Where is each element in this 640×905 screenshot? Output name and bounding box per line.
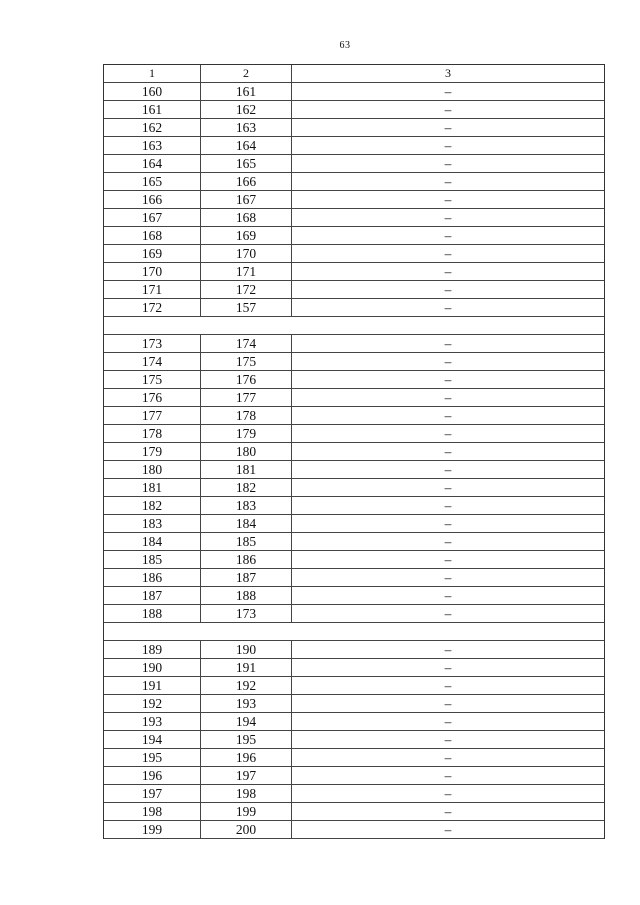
- cell-value: –: [444, 354, 452, 369]
- cell-value: –: [444, 786, 452, 801]
- cell-value: –: [444, 822, 452, 837]
- cell-number: 181: [104, 479, 201, 496]
- cell-number: 160: [104, 83, 201, 100]
- cell-value: –: [444, 462, 452, 477]
- cell-next-number: 183: [201, 497, 292, 514]
- cell-next-number: 186: [201, 551, 292, 568]
- cell-next-number: 181: [201, 461, 292, 478]
- cell-value: –: [444, 174, 452, 189]
- cell-next-number: 174: [201, 335, 292, 352]
- cell-next-number: 171: [201, 263, 292, 280]
- cell-next-number: 170: [201, 245, 292, 262]
- table-row: [104, 659, 604, 677]
- cell-value: –: [444, 372, 452, 387]
- cell-value: –: [444, 732, 452, 747]
- table-row: [104, 101, 604, 119]
- cell-next-number: 157: [201, 299, 292, 316]
- cell-number: 169: [104, 245, 201, 262]
- cell-next-number: 166: [201, 173, 292, 190]
- cell-value: –: [444, 282, 452, 297]
- cell-number: 171: [104, 281, 201, 298]
- cell-value: –: [444, 246, 452, 261]
- cell-number: 167: [104, 209, 201, 226]
- cell-value: –: [444, 138, 452, 153]
- cell-number: 161: [104, 101, 201, 118]
- cell-number: 197: [104, 785, 201, 802]
- cell-next-number: 182: [201, 479, 292, 496]
- cell-next-number: 193: [201, 695, 292, 712]
- column-header-1: 1: [104, 65, 201, 82]
- cell-number: 184: [104, 533, 201, 550]
- cell-next-number: 195: [201, 731, 292, 748]
- cell-next-number: 167: [201, 191, 292, 208]
- table-row: [104, 209, 604, 227]
- table-row: [104, 281, 604, 299]
- cell-next-number: 176: [201, 371, 292, 388]
- table-row: [104, 569, 604, 587]
- cell-number: 191: [104, 677, 201, 694]
- table-row: [104, 479, 604, 497]
- table-row: [104, 407, 604, 425]
- table-row: [104, 425, 604, 443]
- cell-number: 189: [104, 641, 201, 658]
- table-row: [104, 767, 604, 785]
- cell-next-number: 177: [201, 389, 292, 406]
- cell-value: –: [444, 498, 452, 513]
- cell-value: –: [444, 588, 452, 603]
- table-row: [104, 119, 604, 137]
- cell-number: 180: [104, 461, 201, 478]
- table-row: [104, 173, 604, 191]
- table-row: [104, 461, 604, 479]
- cell-next-number: 178: [201, 407, 292, 424]
- table-row: [104, 677, 604, 695]
- cell-next-number: 191: [201, 659, 292, 676]
- cell-value: –: [444, 228, 452, 243]
- cell-number: 175: [104, 371, 201, 388]
- cell-next-number: 164: [201, 137, 292, 154]
- cell-value: –: [444, 210, 452, 225]
- cell-value: –: [444, 552, 452, 567]
- table-header-row: [104, 65, 604, 83]
- table-row: [104, 299, 604, 317]
- cell-next-number: 175: [201, 353, 292, 370]
- table-row: [104, 335, 604, 353]
- cell-value: –: [444, 768, 452, 783]
- cell-number: 172: [104, 299, 201, 316]
- table-row: [104, 245, 604, 263]
- table-row: [104, 731, 604, 749]
- cell-next-number: 180: [201, 443, 292, 460]
- table-row: [104, 83, 604, 101]
- cell-value: –: [444, 192, 452, 207]
- table-row: [104, 353, 604, 371]
- cell-number: 179: [104, 443, 201, 460]
- cell-next-number: 190: [201, 641, 292, 658]
- cell-value: –: [444, 606, 452, 621]
- cell-number: 170: [104, 263, 201, 280]
- table-row: [104, 389, 604, 407]
- table-row: [104, 641, 604, 659]
- cell-next-number: 192: [201, 677, 292, 694]
- cell-next-number: 169: [201, 227, 292, 244]
- cell-value: –: [444, 156, 452, 171]
- table-row: [104, 263, 604, 281]
- cell-value: –: [444, 84, 452, 99]
- cell-number: 199: [104, 821, 201, 838]
- cell-number: 190: [104, 659, 201, 676]
- page-number: 63: [339, 40, 351, 51]
- table-row: [104, 497, 604, 515]
- cell-next-number: 162: [201, 101, 292, 118]
- table-row: [104, 533, 604, 551]
- cell-next-number: 185: [201, 533, 292, 550]
- table-row: [104, 191, 604, 209]
- cell-number: 198: [104, 803, 201, 820]
- cell-value: –: [444, 696, 452, 711]
- cell-number: 182: [104, 497, 201, 514]
- cell-next-number: 184: [201, 515, 292, 532]
- cell-number: 188: [104, 605, 201, 622]
- cell-value: –: [444, 120, 452, 135]
- table-row: [104, 749, 604, 767]
- cell-number: 196: [104, 767, 201, 784]
- column-header-3: 3: [445, 66, 451, 80]
- cell-next-number: 194: [201, 713, 292, 730]
- cell-next-number: 168: [201, 209, 292, 226]
- group-separator-row: [104, 623, 604, 641]
- group-separator-row: [104, 317, 604, 335]
- table-row: [104, 587, 604, 605]
- table-row: [104, 227, 604, 245]
- cell-number: 173: [104, 335, 201, 352]
- cell-number: 195: [104, 749, 201, 766]
- cell-next-number: 187: [201, 569, 292, 586]
- cell-number: 178: [104, 425, 201, 442]
- cell-number: 185: [104, 551, 201, 568]
- cell-value: –: [444, 264, 452, 279]
- cell-next-number: 165: [201, 155, 292, 172]
- cell-next-number: 199: [201, 803, 292, 820]
- cell-number: 163: [104, 137, 201, 154]
- table-row: [104, 155, 604, 173]
- cell-number: 187: [104, 587, 201, 604]
- cell-next-number: 173: [201, 605, 292, 622]
- cell-value: –: [444, 444, 452, 459]
- cell-value: –: [444, 570, 452, 585]
- cell-next-number: 188: [201, 587, 292, 604]
- cell-value: –: [444, 336, 452, 351]
- cell-number: 164: [104, 155, 201, 172]
- cell-value: –: [444, 426, 452, 441]
- cell-number: 165: [104, 173, 201, 190]
- table-row: [104, 803, 604, 821]
- table-row: [104, 695, 604, 713]
- cell-next-number: 198: [201, 785, 292, 802]
- cell-value: –: [444, 408, 452, 423]
- cell-number: 192: [104, 695, 201, 712]
- cell-value: –: [444, 642, 452, 657]
- cell-number: 183: [104, 515, 201, 532]
- cell-value: –: [444, 390, 452, 405]
- column-header-2: 2: [201, 65, 292, 82]
- cell-value: –: [444, 300, 452, 315]
- table-row: [104, 605, 604, 623]
- cell-value: –: [444, 516, 452, 531]
- cell-number: 194: [104, 731, 201, 748]
- cell-value: –: [444, 714, 452, 729]
- table-row: [104, 443, 604, 461]
- cell-value: –: [444, 660, 452, 675]
- table-row: [104, 821, 604, 839]
- cell-number: 193: [104, 713, 201, 730]
- cell-next-number: 172: [201, 281, 292, 298]
- table-row: [104, 713, 604, 731]
- table-row: [104, 371, 604, 389]
- cell-number: 186: [104, 569, 201, 586]
- cell-next-number: 196: [201, 749, 292, 766]
- cell-next-number: 200: [201, 821, 292, 838]
- cell-next-number: 163: [201, 119, 292, 136]
- cell-value: –: [444, 804, 452, 819]
- cell-next-number: 161: [201, 83, 292, 100]
- table-row: [104, 137, 604, 155]
- cell-number: 176: [104, 389, 201, 406]
- cell-number: 168: [104, 227, 201, 244]
- cell-value: –: [444, 678, 452, 693]
- cell-number: 166: [104, 191, 201, 208]
- cell-next-number: 197: [201, 767, 292, 784]
- cell-next-number: 179: [201, 425, 292, 442]
- table-row: [104, 551, 604, 569]
- table-row: [104, 785, 604, 803]
- cell-number: 174: [104, 353, 201, 370]
- cell-value: –: [444, 534, 452, 549]
- cell-number: 162: [104, 119, 201, 136]
- cell-value: –: [444, 480, 452, 495]
- data-table: [103, 64, 605, 839]
- cell-value: –: [444, 102, 452, 117]
- cell-number: 177: [104, 407, 201, 424]
- cell-value: –: [444, 750, 452, 765]
- table-row: [104, 515, 604, 533]
